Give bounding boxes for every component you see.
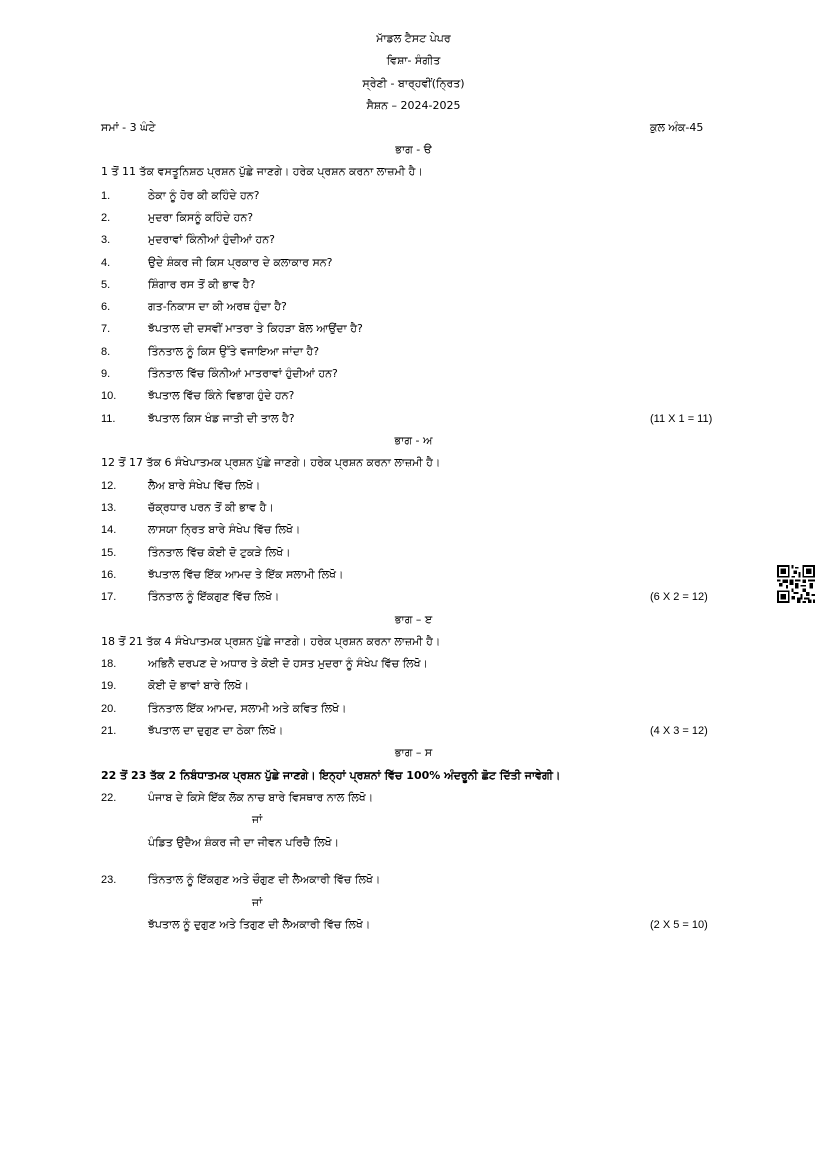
section-a-heading: ਭਾਗ - ੳ [395, 143, 432, 156]
question-text: ਲੈਅ ਬਾਰੇ ਸੰਖੇਪ ਵਿੱਚ ਲਿਖੋ। [148, 479, 261, 492]
class-line: ਸ੍ਰੇਣੀ - ਬਾਰ੍ਹਵੀਂ(ਨ੍ਰਿਤ) [362, 77, 465, 90]
question-text: ਸ਼ਿੰਗਾਰ ਰਸ ਤੋਂ ਕੀ ਭਾਵ ਹੈ? [148, 278, 256, 291]
question-text: ਉਦੇ ਸ਼ੰਕਰ ਜੀ ਕਿਸ ਪ੍ਰਕਾਰ ਦੇ ਕਲਾਕਾਰ ਸਨ? [148, 256, 333, 269]
session-line: ਸੈਸ਼ਨ – 2024-2025 [366, 99, 461, 112]
question-text: ਕੋਈ ਦੋ ਭਾਵਾਂ ਬਾਰੇ ਲਿਖੋ। [148, 679, 250, 692]
question-text: ਮੁਦਰਾ ਕਿਸਨੂੰ ਕਹਿੰਦੇ ਹਨ? [148, 211, 254, 224]
section-c-heading: ਭਾਗ – ੲ [394, 613, 433, 626]
question-number: 5. [101, 279, 111, 291]
section-d-heading: ਭਾਗ – ਸ [394, 746, 433, 759]
subject-line: ਵਿਸ਼ਾ- ਸੰਗੀਤ [386, 54, 441, 67]
question-number: 10. [101, 390, 117, 402]
section-c-instruction: 18 ਤੋਂ 21 ਤੱਕ 4 ਸੰਖੇਪਾਤਮਕ ਪ੍ਰਸ਼ਨ ਪੁੱਛੇ ਜਾਣਗੇ। ਹਰੇਕ ਪ੍ਰਸ਼ਨ ਕਰਨਾ ਲਾਜ਼ਮੀ ਹੈ। [101, 635, 441, 648]
section-a-instruction: 1 ਤੋਂ 11 ਤੱਕ ਵਸਤੂਨਿਸ਼ਠ ਪ੍ਰਸ਼ਨ ਪੁੱਛੇ ਜਾਣਗੇ। ਹਰੇਕ ਪ੍ਰਸ਼ਨ ਕਰਨਾ ਲਾਜ਼ਮੀ ਹੈ। [101, 165, 423, 178]
section-d-instruction: 22 ਤੋਂ 23 ਤੱਕ 2 ਨਿਬੰਧਾਤਮਕ ਪ੍ਰਸ਼ਨ ਪੁੱਛੇ ਜਾਣਗੇ। ਇਨ੍ਹਾਂ ਪ੍ਰਸ਼ਨਾਂ ਵਿੱਚ 100% ਅੰਦਰੂਨੀ ਛੋਟ ਦਿੱਤੀ ਜਾਵੇਗੀ। [101, 769, 561, 782]
question-number: 3. [101, 234, 111, 246]
question-text: ਠੇਕਾ ਨੂੰ ਹੋਰ ਕੀ ਕਹਿੰਦੇ ਹਨ? [148, 189, 260, 202]
question-text: ਗਤ-ਨਿਕਾਸ ਦਾ ਕੀ ਅਰਥ ਹੁੰਦਾ ਹੈ? [148, 300, 287, 313]
qr-code-image [777, 565, 815, 603]
question-text: ਚੱਕ੍ਰਧਾਰ ਪਰਨ ਤੋਂ ਕੀ ਭਾਵ ਹੈ। [148, 501, 274, 514]
question-number: 18. [101, 658, 117, 670]
question-alternative: ਪੰਡਿਤ ਉਦੈਅ ਸ਼ੰਕਰ ਜੀ ਦਾ ਜੀਵਨ ਪਰਿਚੈ ਲਿਖੋ। [148, 836, 340, 849]
or-separator: ਜਾਂ [252, 813, 263, 826]
question-text: ਤਿੰਨਤਾਲ ਨੂੰ ਇੱਕਗੁਣ ਅਤੇ ਚੌਗੁਣ ਦੀ ਲੈਅਕਾਰੀ ਵਿੱਚ ਲਿਖੋ। [148, 873, 381, 886]
section-b-marks: (6 X 2 = 12) [650, 591, 708, 603]
question-text: ਝੱਪਤਾਲ ਦੀ ਦਸਵੀਂ ਮਾਤਰਾ ਤੇ ਕਿਹੜਾ ਬੋਲ ਆਉਂਦਾ ਹੈ? [148, 322, 363, 335]
question-text: ਤਿੰਨਤਾਲ ਵਿੱਚ ਕੋਈ ਦੋ ਟੁਕੜੇ ਲਿਖੋ। [148, 546, 291, 559]
question-text: ਝੱਪਤਾਲ ਵਿੱਚ ਇੱਕ ਆਮਦ ਤੇ ਇੱਕ ਸਲਾਮੀ ਲਿਖੋ। [148, 568, 344, 581]
question-number: 21. [101, 725, 117, 737]
question-alternative: ਝੱਪਤਾਲ ਨੂੰ ਦੁਗੁਣ ਅਤੇ ਤਿਗੁਣ ਦੀ ਲੈਅਕਾਰੀ ਵਿੱਚ ਲਿਖੋ। [148, 918, 371, 931]
question-text: ਤਿੰਨਤਾਲ ਨੂੰ ਕਿਸ ਉੱਤੇ ਵਜਾਇਆ ਜਾਂਦਾ ਹੈ? [148, 345, 320, 358]
question-text: ਮੁਦਰਾਵਾਂ ਕਿੰਨੀਆਂ ਹੁੰਦੀਆਂ ਹਨ? [148, 233, 276, 246]
question-number: 15. [101, 547, 117, 559]
question-text: ਝੱਪਤਾਲ ਕਿਸ ਖੰਡ ਜਾਤੀ ਦੀ ਤਾਲ ਹੈ? [148, 412, 295, 425]
question-number: 1. [101, 190, 111, 202]
section-d-marks: (2 X 5 = 10) [650, 919, 708, 931]
section-b-instruction: 12 ਤੋਂ 17 ਤੱਕ 6 ਸੰਖੇਪਾਤਮਕ ਪ੍ਰਸ਼ਨ ਪੁੱਛੇ ਜਾਣਗੇ। ਹਰੇਕ ਪ੍ਰਸ਼ਨ ਕਰਨਾ ਲਾਜ਼ਮੀ ਹੈ। [101, 456, 441, 469]
question-number: 22. [101, 792, 117, 804]
question-number: 19. [101, 680, 117, 692]
question-number: 4. [101, 257, 111, 269]
total-marks: ਕੁਲ ਅੰਕ-45 [650, 121, 704, 134]
question-text: ਝੱਪਤਾਲ ਦਾ ਦੁਗੁਣ ਦਾ ਠੇਕਾ ਲਿਖੋ। [148, 724, 284, 737]
section-b-heading: ਭਾਗ - ਅ [394, 434, 433, 447]
question-text: ਝੱਪਤਾਲ ਵਿੱਚ ਕਿੰਨੇ ਵਿਭਾਗ ਹੁੰਦੇ ਹਨ? [148, 389, 295, 402]
question-number: 6. [101, 301, 111, 313]
question-number: 12. [101, 480, 117, 492]
or-separator: ਜਾਂ [252, 896, 263, 909]
question-number: 9. [101, 368, 111, 380]
paper-title: ਮਾੱਡਲ ਟੈਸਟ ਪੇਪਰ [376, 32, 451, 45]
question-text: ਪੰਜਾਬ ਦੇ ਕਿਸੇ ਇੱਕ ਲੋਕ ਨਾਚ ਬਾਰੇ ਵਿਸਥਾਰ ਨਾਲ ਲਿਖੋ। [148, 791, 374, 804]
question-number: 2. [101, 212, 111, 224]
question-number: 20. [101, 703, 117, 715]
question-number: 11. [101, 413, 116, 425]
time-allowed: ਸਮਾਂ - 3 ਘੰਟੇ [101, 121, 156, 134]
question-number: 23. [101, 874, 117, 886]
question-number: 7. [101, 323, 111, 335]
section-c-marks: (4 X 3 = 12) [650, 725, 708, 737]
question-text: ਲਾਸਯਾ ਨ੍ਰਿਤ ਬਾਰੇ ਸੰਖੇਪ ਵਿੱਚ ਲਿਖੋ। [148, 523, 301, 536]
question-text: ਤਿੰਨਤਾਲ ਵਿੱਚ ਕਿੰਨੀਆਂ ਮਾਤਰਾਵਾਂ ਹੁੰਦੀਆਂ ਹਨ? [148, 367, 338, 380]
question-number: 16. [101, 569, 117, 581]
question-text: ਤਿੰਨਤਾਲ ਨੂੰ ਇੱਕਗੁਣ ਵਿੱਚ ਲਿਖੋ। [148, 590, 280, 603]
question-number: 13. [101, 502, 117, 514]
question-number: 14. [101, 524, 117, 536]
section-a-marks: (11 X 1 = 11) [650, 413, 713, 425]
question-text: ਤਿੰਨਤਾਲ ਇੱਕ ਆਮਦ, ਸਲਾਮੀ ਅਤੇ ਕਵਿਤ ਲਿਖੋ। [148, 702, 347, 715]
question-number: 8. [101, 346, 111, 358]
question-text: ਅਭਿਨੈ ਦਰਪਣ ਦੇ ਅਧਾਰ ਤੇ ਕੋਈ ਦੋ ਹਸਤ ਮੁਦਰਾ ਨੂੰ ਸੰਖੇਪ ਵਿੱਚ ਲਿਖੋ। [148, 657, 428, 670]
question-number: 17. [101, 591, 117, 603]
